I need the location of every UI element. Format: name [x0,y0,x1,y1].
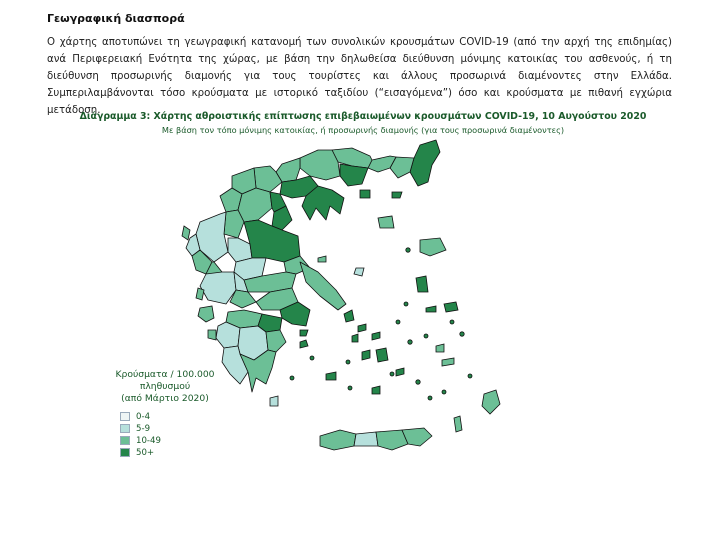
island-samos [444,302,458,312]
island-mykonos [372,332,380,340]
description-paragraph: Ο χάρτης αποτυπώνει τη γεωγραφική κατανομή των συνολικών κρουσμάτων COVID-19 (από την αρχή της επιδημίας) ανά Περιφερειακή Ενότητα της χώρας, με βάση την δηλωθείσα διεύθυνση μόνιμης κατοικίας του ασθενούς, ή τη διεύθυνση προσωρινής διαμονής για τους τουρίστες και άλλους προσωρινά διαμένοντες στην Ελλάδα. Συμπεριλαμβάνονται τόσο κρούσματα με ιστορικό ταξιδίου (“εισαγόμενα”) όσο και κρούσματα με πιθανή εγχώρια μετάδοση. [47,37,672,116]
region-evia [300,262,346,310]
legend-title-line2: (από Μάρτιο 2020) [121,393,209,404]
region-larissa [244,220,300,262]
island-milos [326,372,336,380]
legend-item [120,447,240,458]
legend-item [120,435,240,446]
island-salamina [300,330,308,336]
island-lefkada [196,288,204,300]
legend-swatch [120,412,130,421]
region-rethymno [354,432,378,446]
region-evros [410,140,440,186]
island-syros [352,334,358,342]
island-santorini [372,386,380,394]
legend-swatch [120,424,130,433]
region-trikala [228,238,252,262]
legend-swatch [120,436,130,445]
island-naxos [376,348,388,362]
region-kozani [238,188,272,222]
region-argolida [266,330,286,352]
island-amorgos [396,368,404,376]
island-skyros [354,268,364,276]
island-chios [416,276,428,292]
island-aegina [300,340,308,348]
legend-item [120,423,240,434]
island-kefalonia [198,306,214,322]
island-karpathos [454,416,462,432]
legend-label: 5-9 [136,423,151,434]
legend-label: 10-49 [136,435,161,446]
island-sporades [318,256,326,262]
region-kavala [340,164,368,186]
region-chania [320,430,356,450]
legend-items [120,411,240,458]
legend-label: 50+ [136,447,155,458]
legend [90,369,240,459]
island-corfu [182,226,190,240]
island-kythira [270,396,278,406]
island-tinos [358,324,366,332]
island-lesvos [420,238,446,256]
region-serres [300,150,340,180]
figure-subtitle: Με βάση τον τόπο μόνιμης κατοικίας, ή προσωρινής διαμονής (για τους προσωρινά διαμένοντες) [161,125,565,135]
island-kalymnos [436,344,444,352]
legend-label: 0-4 [136,411,151,422]
island-andros [344,310,354,322]
legend-item [120,411,240,422]
island-paros [362,350,370,360]
island-ikaria [426,306,436,312]
island-samothraki [392,192,402,198]
section-title: Γεωγραφική διασπορά [47,12,185,25]
legend-swatch [120,448,130,457]
region-aitoloakarnania [200,272,236,304]
island-rodos [482,390,500,414]
legend-title-line1: Κρούσματα / 100.000 πληθυσμού [115,369,215,392]
island-thasos [360,190,370,198]
figure-title: Διάγραμμα 3: Χάρτης αθροιστικής επίπτωσης επιβεβαιωμένων κρουσμάτων COVID-19, 10 Αυγούστου 2020 [79,111,647,122]
island-limnos [378,216,394,228]
island-kos [442,358,454,366]
island-zakynthos [208,330,216,340]
